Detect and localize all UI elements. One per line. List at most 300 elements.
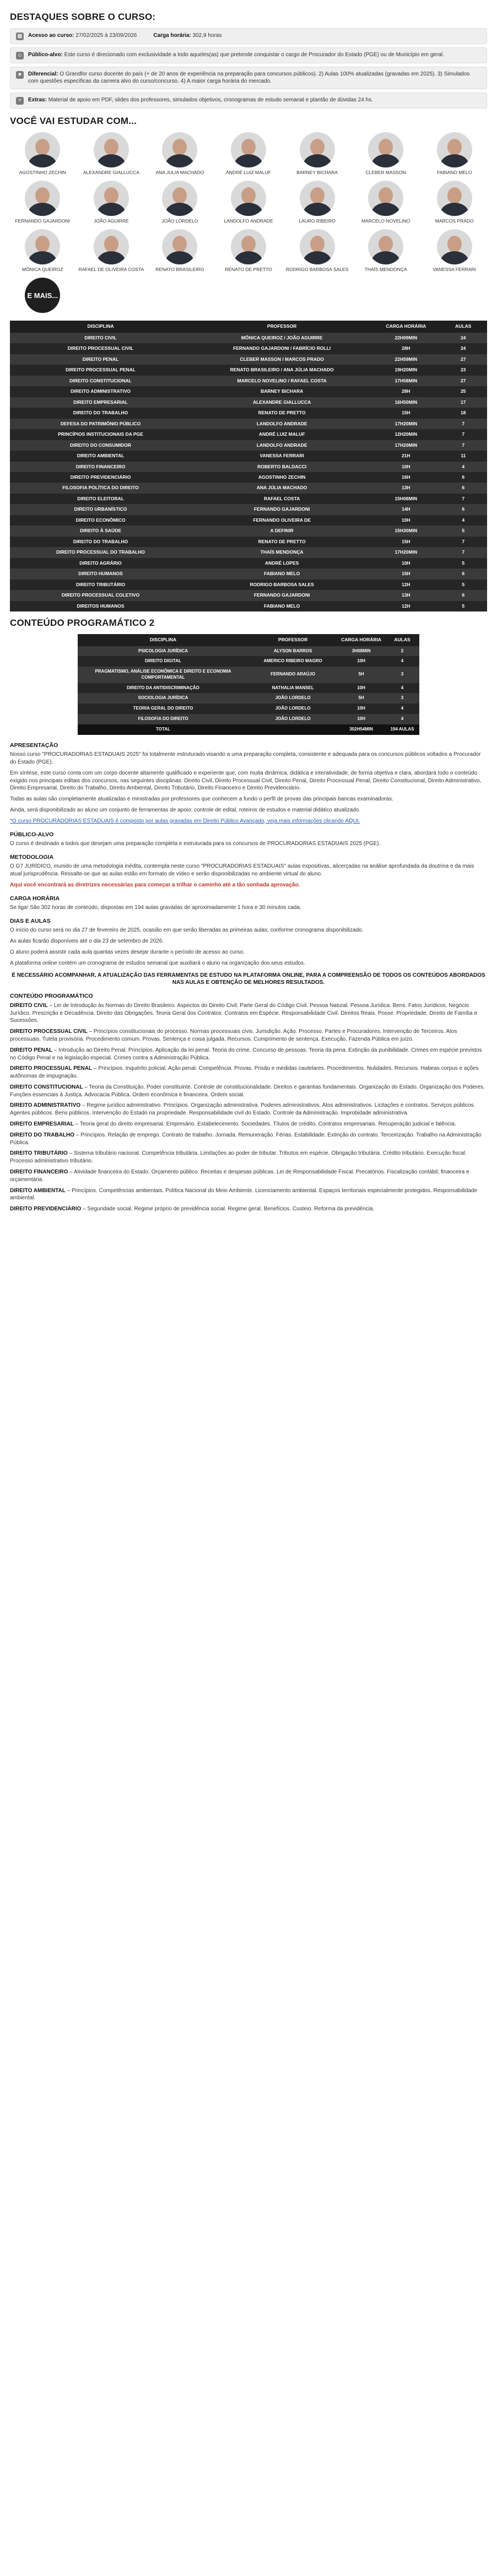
cell-discipline: DIREITO DIGITAL <box>78 656 248 667</box>
program-table <box>10 321 487 611</box>
hours-value: 302,9 horas <box>192 32 222 39</box>
warning-notice: É NECESSÁRIO ACOMPANHAR, A ATUALIZAÇÃO DAS FERRAMENTAS DE ESTUDO NA PLATAFORMA ONLINE, PARA A COMPREENSÃO DE TODOS OS CONTEÚDOS ABORDADOS NAS AULAS E OBTENÇÃO DE MELHORES RESULTADOS. <box>12 972 485 986</box>
cell-teacher: LANDOLFO ANDRADE <box>191 419 372 429</box>
teachers-grid <box>10 132 487 313</box>
cell-teacher: BARNEY BICHARA <box>191 386 372 397</box>
program-table-row <box>10 526 487 536</box>
cell-discipline: DIREITO FINANCEIRO <box>10 462 191 472</box>
more-teachers-label: E MAIS... <box>27 291 58 300</box>
teacher-photo-body <box>97 154 126 167</box>
cell-discipline: DIREITO HUMANOS <box>10 569 191 579</box>
subject-item: DIREITO ADMINISTRATIVO – Regime jurídico administrativo. Princípios. Organização administrativa. Poderes administrativos. Atos administrativos. Licitações e contratos. Serviços públicos. Agentes públicos. Bens públicos. Intervenção do Estado na propriedade. Responsabilidade civil do Estado. Controle da Administração. Improbidade administrativa. <box>10 1102 476 1117</box>
cell-lessons: 27 <box>439 376 487 386</box>
teacher-photo <box>162 229 197 264</box>
teacher-photo-head <box>241 187 256 204</box>
teacher-card-marcelo-novelino <box>353 181 419 224</box>
cell-discipline: FILOSOFIA DO DIREITO <box>78 714 248 724</box>
teacher-photo-body <box>440 154 469 167</box>
cell-discipline: DIREITO PROCESSUAL CIVIL <box>10 343 191 354</box>
program-table-row <box>10 537 487 547</box>
cell-discipline: DIREITO PREVIDENCIÁRIO <box>10 472 191 483</box>
dates-paragraph-4: A plataforma online contém um cronograma de estudos semanal que auxiliará o aluno na organização dos seus estudos. <box>10 960 305 966</box>
cell-lessons: 6 <box>439 590 487 600</box>
program-table-row <box>10 494 487 504</box>
subject-name: DIREITO FINANCEIRO <box>10 1169 68 1176</box>
subject-content: Sistema tributário nacional. Competência tributária. Limitações ao poder de tributar. Tributos em espécie. Obrigação tributária. Crédito tributário. Execução fiscal. Processo administrativo tributário. <box>10 1150 467 1165</box>
cell-hours: 19H20MIN <box>372 365 439 375</box>
program-table-row <box>10 365 487 375</box>
teacher-photo-body <box>234 203 263 216</box>
teacher-name: RENATO BRASILEIRO <box>155 267 204 273</box>
teacher-photo <box>300 229 335 264</box>
teacher-card-monica-queiroz <box>10 229 75 272</box>
course-description <box>10 742 487 1213</box>
teacher-name: MARCELO NOVELINO <box>361 218 410 224</box>
col2-discipline: DISCIPLINA <box>78 634 248 646</box>
teacher-photo <box>437 132 472 167</box>
cell-lessons: 24 <box>439 343 487 354</box>
cell-hours: 10H <box>337 656 385 667</box>
public-info <box>28 51 444 59</box>
extras-info <box>28 96 373 104</box>
program2-table-row <box>78 656 419 667</box>
cell-hours: 14H <box>372 504 439 515</box>
cell-discipline: DIREITO ADMINISTRATIVO <box>10 386 191 397</box>
teacher-card-marcos-prado <box>422 181 487 224</box>
col2-teacher: PROFESSOR <box>248 634 337 646</box>
teacher-photo <box>25 229 60 264</box>
cell-lessons: 6 <box>439 472 487 483</box>
teacher-photo <box>368 229 403 264</box>
teacher-card-alexandre-giallucca <box>79 132 144 175</box>
cell-teacher: ALYSON BARROS <box>248 646 337 657</box>
cell-lessons: 3 <box>385 693 419 703</box>
cell-discipline: DIREITO ELEITORAL <box>10 494 191 504</box>
cell-hours: 12H20MIN <box>372 429 439 440</box>
cell-lessons: 25 <box>439 386 487 397</box>
cell-hours: 21H <box>372 451 439 461</box>
program-table-header <box>10 321 487 332</box>
cell-discipline: PRINCÍPIOS INSTITUCIONAIS DA PGE <box>10 429 191 440</box>
col-lessons: AULAS <box>439 321 487 332</box>
cell-teacher: THAÍS MENDONÇA <box>191 547 372 558</box>
cell-hours: 16H50MIN <box>372 397 439 408</box>
teacher-name: FABIANO MELO <box>437 169 472 175</box>
total-hours: 302H54MIN <box>337 724 385 735</box>
teacher-photo <box>94 181 129 216</box>
cell-hours: 17H20MIN <box>372 547 439 558</box>
presentation-title: APRESENTAÇÃO <box>10 742 58 749</box>
cell-teacher: ROBERTO BALDACCI <box>191 462 372 472</box>
teacher-photo <box>437 181 472 216</box>
cell-teacher: MARCELO NOVELINO / RAFAEL COSTA <box>191 376 372 386</box>
teacher-photo-head <box>35 187 50 204</box>
subject-content: Princípios constitucionais do processo. Normas processuais civis. Jurisdição. Ação. Processo. Partes e Procuradores. Intervenção de Terceiros. Atos processuais. Tutela provisória. Procedimento comum. Provas. Sentença e coisa julgada. Recursos. Cumprimento de sentença. Execução. Fazenda Pública em juízo. <box>10 1029 457 1042</box>
cell-lessons: 5 <box>439 601 487 611</box>
teacher-photo <box>231 229 266 264</box>
program2-table-row <box>78 646 419 657</box>
col2-lessons: AULAS <box>385 634 419 646</box>
subject-name: DIREITO TRIBUTÁRIO <box>10 1150 68 1157</box>
diff-info <box>28 71 481 85</box>
teacher-card-fabiano-melo <box>422 132 487 175</box>
cell-lessons: 11 <box>439 451 487 461</box>
cell-discipline: DIREITO URBANÍSTICO <box>10 504 191 515</box>
presentation-paragraph-1: Nosso curso "PROCURADORIAS ESTADUAIS 2025" foi totalmente estruturado visando a uma preparação completa, consistente e adequada para os concursos públicos voltados a Procurador do Estado (PGE). <box>10 751 481 765</box>
cell-hours: 17H20MIN <box>372 419 439 429</box>
users-icon: ☺ <box>17 52 23 58</box>
teacher-photo-body <box>28 203 57 216</box>
teacher-photo-head <box>447 139 462 155</box>
calendar-icon: ▦ <box>16 33 24 40</box>
teacher-name: JOÃO LORDELO <box>161 218 198 224</box>
teacher-card-andre-luiz-maluf <box>216 132 282 175</box>
cell-teacher: FERNANDO OLIVEIRA DE <box>191 515 372 526</box>
cell-discipline: FILOSOFIA POLÍTICA DO DIREITO <box>10 483 191 493</box>
cell-discipline: DIREITOS HUMANOS <box>10 601 191 611</box>
public-label: Público-alvo: <box>28 51 63 58</box>
access-box <box>10 28 487 44</box>
col-hours: CARGA HORÁRIA <box>372 321 439 332</box>
presentation-paragraph-3: Todas as aulas são completamente atualizadas e ministradas por professores que conhecem a fundo o perfil de provas das principais bancas examinadoras. <box>10 796 393 803</box>
program2-wrap <box>78 634 419 735</box>
teacher-photo-body <box>165 251 194 264</box>
cell-discipline: DIREITO PROCESSUAL COLETIVO <box>10 590 191 600</box>
cell-lessons: 6 <box>439 483 487 493</box>
cell-teacher: LANDOLFO ANDRADE <box>191 440 372 451</box>
cell-teacher: NATHALIA MANSEL <box>248 683 337 694</box>
program-table-row <box>10 376 487 386</box>
cell-hours: 13H <box>372 590 439 600</box>
cell-teacher: ANA JÚLIA MACHADO <box>191 483 372 493</box>
cell-hours: 3H08MIN <box>337 646 385 657</box>
cell-lessons: 27 <box>439 354 487 365</box>
program2-table-row <box>78 703 419 714</box>
teacher-photo-body <box>234 154 263 167</box>
cell-discipline: SOCIOLOGIA JURÍDICA <box>78 693 248 703</box>
program-table-row <box>10 462 487 472</box>
teacher-card-landolfo-andrade <box>216 181 282 224</box>
subject-name: DIREITO PREVIDENCIÁRIO <box>10 1206 82 1213</box>
subject-content: Introdução ao Direito Penal. Princípios. Aplicação da lei penal. Teoria do crime. Concurso de pessoas. Teoria da pena. Extinção da punibilidade. Crimes em espécie previstos no Código Penal e na legislação especial. Crimes contra a Administração Pública. <box>10 1047 482 1061</box>
cell-discipline: DEFESA DO PATRIMÔNIO PÚBLICO <box>10 419 191 429</box>
program-table-row <box>10 547 487 558</box>
total-empty <box>248 724 337 735</box>
cell-hours: 12H <box>372 601 439 611</box>
program-table-row <box>10 333 487 343</box>
dates-title: DIAS E AULAS <box>10 917 51 924</box>
extras-value: Material de apoio em PDF, slides dos professores, simulados objetivos, cronogramas de estudo semanal e plantão de dúvidas 24 hs. <box>48 96 373 103</box>
cell-teacher: RENATO DE PRETTO <box>191 537 372 547</box>
teacher-photo <box>94 132 129 167</box>
teacher-photo-body <box>97 203 126 216</box>
teacher-photo-head <box>172 139 187 155</box>
subject-item: DIREITO PREVIDENCIÁRIO – Seguridade social. Regime próprio de previdência social. Regime geral. Benefícios. Custeio. Reforma da previdência. <box>10 1206 375 1213</box>
teacher-photo-head <box>379 187 393 204</box>
method-alert: Aqui você encontrará as diretrizes necessárias para começar a trilhar o caminho até a tão sonhada aprovação. <box>10 881 300 888</box>
cell-discipline: DIREITO EMPRESARIAL <box>10 397 191 408</box>
extras-box <box>10 93 487 109</box>
cell-teacher: AMERICO RIBEIRO MAGRO <box>248 656 337 667</box>
teacher-card-rafael-de-oliveira-costa <box>79 229 144 272</box>
cell-teacher: JOÃO LORDELO <box>248 703 337 714</box>
cell-discipline: DIREITO DA ANTIDISCRIMINAÇÃO <box>78 683 248 694</box>
cell-lessons: 7 <box>439 429 487 440</box>
teacher-photo-body <box>371 251 400 264</box>
teacher-photo-body <box>440 203 469 216</box>
teacher-photo-head <box>104 187 118 204</box>
cell-discipline: DIREITO PROCESSUAL PENAL <box>10 365 191 375</box>
audience-title: PÚBLICO-ALVO <box>10 831 54 838</box>
teacher-photo <box>300 181 335 216</box>
teacher-photo-head <box>241 139 256 155</box>
presentation-paragraph-2: Em síntese, este curso conta com um corpo docente altamente qualificado e experiente que, com muita dinâmica, didática e interatividade, de forma objetiva e clara, abordará todo o conteúdo exigido nos principais editais dos concursos, nas seguintes disciplinas: Direito Civil, Direito Processual Civil, Direito Penal, Direito Processual Penal, Direito Constitucional, Direito Administrativo, Direito Empresarial, Direito do Trabalho, Direito Ambiental, Direito Tributário, Direito Financeiro e Direito Previdenciário. <box>10 770 482 792</box>
cell-lessons: 4 <box>385 656 419 667</box>
teacher-photo-head <box>310 236 325 252</box>
teacher-photo-body <box>371 154 400 167</box>
cell-discipline: PRAGMATISMO, ANÁLISE ECONÔMICA E DIREITO E ECONOMIA COMPORTAMENTAL <box>78 667 248 683</box>
teacher-card-barney-bichara <box>284 132 350 175</box>
teacher-name: FERNANDO GAJARDONI <box>15 218 71 224</box>
cell-teacher: ALEXANDRE GIALLUCCA <box>191 397 372 408</box>
cell-lessons: 23 <box>439 365 487 375</box>
cell-teacher: RODRIGO BARBOSA SALES <box>191 580 372 590</box>
program-table-row <box>10 590 487 600</box>
teacher-photo-body <box>165 203 194 216</box>
cell-hours: 10H <box>372 558 439 569</box>
program2-table-row <box>78 683 419 694</box>
cell-hours: 5H <box>337 667 385 683</box>
cell-discipline: DIREITO DO TRABALHO <box>10 408 191 418</box>
teacher-card-lauro-ribeiro <box>284 181 350 224</box>
teacher-photo <box>25 132 60 167</box>
cell-discipline: PSICOLOGIA JURÍDICA <box>78 646 248 657</box>
teacher-card-ana-julia-machado <box>147 132 213 175</box>
cell-lessons: 7 <box>439 419 487 429</box>
cell-hours: 5H <box>337 693 385 703</box>
teacher-name: LAURO RIBEIRO <box>299 218 336 224</box>
subject-name: DIREITO PROCESSUAL CIVIL <box>10 1029 88 1035</box>
hours-paragraph: Se liga! São 302 horas de conteúdo, dispostas em 194 aulas gravadas de aproximadamente 1 hora e 30 minutos cada. <box>10 905 301 911</box>
teacher-photo <box>231 132 266 167</box>
cell-lessons: 17 <box>439 397 487 408</box>
subject-content: Seguridade social. Regime próprio de previdência social. Regime geral. Benefícios. Custeio. Reforma da previdência. <box>87 1206 375 1213</box>
cell-lessons: 4 <box>385 683 419 694</box>
cell-hours: 10H <box>372 462 439 472</box>
hours-label: Carga horária: <box>153 32 191 39</box>
teacher-photo-head <box>104 236 118 252</box>
teacher-photo-head <box>104 139 118 155</box>
subject-item: DIREITO PROCESSUAL PENAL – Princípios. Inquérito policial. Ação penal. Competência. Provas. Prisão e medidas cautelares. Procedimentos. Nulidades. Recursos. Habeas corpus e ações autônomas de impugnação. <box>10 1065 479 1080</box>
cell-teacher: A DEFINIR <box>191 526 372 536</box>
teacher-photo-body <box>371 203 400 216</box>
teacher-name: LANDOLFO ANDRADE <box>224 218 273 224</box>
cell-hours: 13H <box>372 483 439 493</box>
cell-lessons: 6 <box>439 504 487 515</box>
cell-teacher: FERNANDO GAJARDONI <box>191 504 372 515</box>
teacher-name: RODRIGO BARBOSA SALES <box>285 267 349 273</box>
teacher-name: ANA JULIA MACHADO <box>155 169 204 175</box>
total-label: TOTAL <box>78 724 248 735</box>
teacher-photo-head <box>379 139 393 155</box>
cell-discipline: DIREITO CIVIL <box>10 333 191 343</box>
teacher-photo-head <box>310 187 325 204</box>
cell-lessons: 4 <box>385 703 419 714</box>
col-teacher: PROFESSOR <box>191 321 372 332</box>
cell-hours: 17H58MIN <box>372 376 439 386</box>
program2-total-row <box>78 724 419 735</box>
subject-item: DIREITO TRIBUTÁRIO – Sistema tributário nacional. Competência tributária. Limitações ao poder de tributar. Tributos em espécie. Obrigação tributária. Crédito tributário. Execução fiscal. Processo administrativo tributário. <box>10 1150 467 1165</box>
program-table-row <box>10 354 487 365</box>
cell-discipline: DIREITO DO CONSUMIDOR <box>10 440 191 451</box>
hours-title: CARGA HORÁRIA <box>10 895 60 902</box>
teacher-name: JOÃO AGUIRRE <box>93 218 129 224</box>
teacher-name: ALEXANDRE GIALLUCCA <box>83 169 139 175</box>
cell-lessons: 4 <box>385 714 419 724</box>
teacher-photo-head <box>310 139 325 155</box>
subject-name: DIREITO PROCESSUAL PENAL <box>10 1065 93 1072</box>
plus-icon: + <box>16 97 24 105</box>
teacher-card-cleber-masson <box>353 132 419 175</box>
public-box <box>10 47 487 63</box>
cell-teacher: FERNANDO ARAÚJO <box>248 667 337 683</box>
program-table-row <box>10 601 487 611</box>
cell-discipline: DIREITO PENAL <box>10 354 191 365</box>
col2-hours: CARGA HORÁRIA <box>337 634 385 646</box>
subject-item: DIREITO PENAL – Introdução ao Direito Penal. Princípios. Aplicação da lei penal. Teoria do crime. Concurso de pessoas. Teoria da pena. Extinção da punibilidade. Crimes em espécie previstos no Código Penal e na legislação especial. Crimes contra a Administração Pública. <box>10 1047 482 1061</box>
cell-discipline: DIREITO DO TRABALHO <box>10 537 191 547</box>
hours-info <box>153 32 222 40</box>
teacher-card-joao-lordelo <box>147 181 213 224</box>
program-table-row <box>10 569 487 579</box>
teacher-name: ANDRÉ LUIZ MALUF <box>226 169 271 175</box>
teacher-photo-head <box>447 187 462 204</box>
cell-teacher: FABIANO MELO <box>191 569 372 579</box>
cell-discipline: DIREITO TRIBUTÁRIO <box>10 580 191 590</box>
cell-teacher: FABIANO MELO <box>191 601 372 611</box>
cell-discipline: DIREITO À SAÚDE <box>10 526 191 536</box>
presentation-paragraph-4: Ainda, será disponibilizado ao aluno um conjunto de ferramentas de apoio: controle de edital, roteiros de estudos e material didático atualizado. <box>10 807 360 813</box>
cell-lessons: 5 <box>439 580 487 590</box>
subject-item: DIREITO PROCESSUAL CIVIL – Princípios constitucionais do processo. Normas processuais civis. Jurisdição. Ação. Processo. Partes e Procuradores. Intervenção de Terceiros. Atos processuais. Tutela provisória. Procedimento comum. Provas. Sentença e coisa julgada. Recursos. Cumprimento de sentença. Execução. Fazenda Pública em juízo. <box>10 1029 457 1042</box>
cell-discipline: DIREITO AGRÁRIO <box>10 558 191 569</box>
teacher-name: RAFAEL DE OLIVEIRA COSTA <box>78 267 144 273</box>
cell-teacher: JOÃO LORDELO <box>248 714 337 724</box>
cell-discipline: DIREITO PROCESSUAL DO TRABALHO <box>10 547 191 558</box>
cell-lessons: 18 <box>439 408 487 418</box>
teacher-photo-body <box>165 154 194 167</box>
cell-teacher: ANDRÉ LUIZ MALUF <box>191 429 372 440</box>
teacher-name: AGOSTINHO ZECHIN <box>19 169 66 175</box>
subject-name: DIREITO EMPRESARIAL <box>10 1121 74 1128</box>
cell-discipline: DIREITO ECONÔMICO <box>10 515 191 526</box>
subject-name: DIREITO AMBIENTAL <box>10 1187 66 1194</box>
page <box>0 0 497 1233</box>
teacher-photo <box>94 229 129 264</box>
cell-hours: 22H59MIN <box>372 354 439 365</box>
program-table-row <box>10 419 487 429</box>
access-label: Acesso ao curso: <box>28 32 74 39</box>
presentation-link[interactable]: *O curso PROCURADORIAS ESTADUAIS é composto por aulas gravadas em Direito Público Avançado, veja mais informações clicando AQUI. <box>10 818 360 824</box>
program2-table-row <box>78 693 419 703</box>
subject-name: DIREITO DO TRABALHO <box>10 1132 75 1138</box>
cell-teacher: VANESSA FERRARI <box>191 451 372 461</box>
teacher-photo <box>368 132 403 167</box>
cell-hours: 10H <box>337 703 385 714</box>
total-lessons: 194 AULAS <box>385 724 419 735</box>
subject-content: Lei de Introdução às Normas do Direito Brasileiro. Aspectos do Direito Civil. Parte Geral do Código Civil. Pessoa Natural. Pessoa Jurídica. Bens. Fatos Jurídicos. Negócio Jurídico. Prescrição e Decadência. Direito das Obrigações. Teoria Geral dos Contratos. Contratos em Espécie. Responsabilidade Civil. Direitos Reais. Posse. Propriedade. Direito de Família e Sucessões. <box>10 1002 477 1024</box>
subject-content: Princípios. Relação de emprego. Contrato de trabalho. Jornada. Remuneração. Férias. Estabilidade. Extinção do contrato. Terceirização. Trabalho na Administração Pública. <box>10 1132 482 1146</box>
cell-teacher: FERNANDO GAJARDONI / FABRÍCIO ROLLI <box>191 343 372 354</box>
teacher-card-vanessa-ferrari <box>422 229 487 272</box>
program2-title: CONTEÚDO PROGRAMÁTICO 2 <box>10 618 155 629</box>
dates-paragraph-1: O início do curso será no dia 27 de fevereiro de 2025, ocasião em que serão liberadas as primeiras aulas, conforme cronograma disponibilizado. <box>10 927 364 934</box>
program-table-row <box>10 397 487 408</box>
cell-hours: 10H <box>337 714 385 724</box>
teacher-name: MÔNICA QUEIROZ <box>21 267 63 273</box>
diff-label: Diferencial: <box>28 71 58 77</box>
teachers-title: VOCÊ VAI ESTUDAR COM... <box>10 115 137 126</box>
teacher-photo-head <box>35 236 50 252</box>
subject-name: DIREITO CONSTITUCIONAL <box>10 1084 83 1090</box>
teacher-photo <box>300 132 335 167</box>
program2-table-header <box>78 634 419 646</box>
teacher-card-renato-brasileiro <box>147 229 213 272</box>
cell-teacher: ANDRÉ LOPES <box>191 558 372 569</box>
subject-content: Princípios. Inquérito policial. Ação penal. Competência. Provas. Prisão e medidas cautelares. Procedimentos. Nulidades. Recursos. Habeas corpus e ações autônomas de impugnação. <box>10 1065 479 1080</box>
cell-lessons: 7 <box>439 537 487 547</box>
program-table-row <box>10 504 487 515</box>
cell-lessons: 7 <box>439 440 487 451</box>
teacher-name: THAÍS MENDONÇA <box>364 267 407 273</box>
subject-content: Teoria geral do direito empresarial. Empresário. Estabelecimento. Sociedades. Títulos de crédito. Contratos empresariais. Recuperação judicial e falência. <box>79 1121 456 1128</box>
access-info <box>28 32 137 40</box>
program-table-row <box>10 558 487 569</box>
subject-item: DIREITO CONSTITUCIONAL – Teoria da Constituição. Poder constituinte. Controle de constitucionalidade. Direitos e garantias fundamentais. Organização do Estado. Organização dos Poderes. Funções essenciais à Justiça. Advocacia Pública. Ordem econômica e financeira. Ordem social. <box>10 1084 485 1098</box>
cell-teacher: RENATO BRASILEIRO / ANA JÚLIA MACHADO <box>191 365 372 375</box>
teacher-photo-head <box>241 236 256 252</box>
subjects-list <box>10 1002 487 1213</box>
more-teachers-card <box>10 278 75 313</box>
program-table-row <box>10 429 487 440</box>
teacher-photo-body <box>303 154 332 167</box>
method-paragraph: O G7 JURÍDICO, munido de uma metodologia inédita, contempla neste curso "PROCURADORIAS ESTADUAIS" aulas expositivas, alicerçadas na análise aprofundada da doutrina e da mais atual jurisprudência. Ressalte-se que as aulas estão em formato de vídeo e serão disponibilizadas no ambiente virtual do aluno. <box>10 863 474 878</box>
teacher-photo-head <box>172 187 187 204</box>
cell-hours: 15H <box>372 537 439 547</box>
teacher-photo-head <box>379 236 393 252</box>
teacher-name: BARNEY BICHARA <box>296 169 338 175</box>
cell-lessons: 6 <box>439 569 487 579</box>
teacher-card-renato-de-pretto <box>216 229 282 272</box>
cell-hours: 15H <box>372 408 439 418</box>
cell-hours: 10H <box>337 683 385 694</box>
cell-lessons: 7 <box>439 494 487 504</box>
cell-lessons: 24 <box>439 333 487 343</box>
teacher-photo <box>25 181 60 216</box>
highlights-title: DESTAQUES SOBRE O CURSO: <box>10 12 156 22</box>
cell-hours: 15H08MIN <box>372 494 439 504</box>
teacher-card-thais-mendonca <box>353 229 419 272</box>
teacher-photo-head <box>447 236 462 252</box>
content-title: CONTEÚDO PROGRAMÁTICO <box>10 993 93 1000</box>
teacher-photo-body <box>28 251 57 264</box>
subject-name: DIREITO CIVIL <box>10 1002 48 1009</box>
subject-item: DIREITO FINANCEIRO – Atividade financeira do Estado. Orçamento público. Receitas e despesas públicas. Lei de Responsabilidade Fiscal. Precatórios. Fiscalização contábil, financeira e orçamentária. <box>10 1169 469 1183</box>
subject-item: DIREITO AMBIENTAL – Princípios. Competências ambientais. Política Nacional do Meio Ambiente. Licenciamento ambiental. Espaços territoriais especialmente protegidos. Responsabilidade ambiental. <box>10 1187 478 1202</box>
teacher-photo-body <box>440 251 469 264</box>
program-table-row <box>10 472 487 483</box>
cell-lessons: 2 <box>385 646 419 657</box>
